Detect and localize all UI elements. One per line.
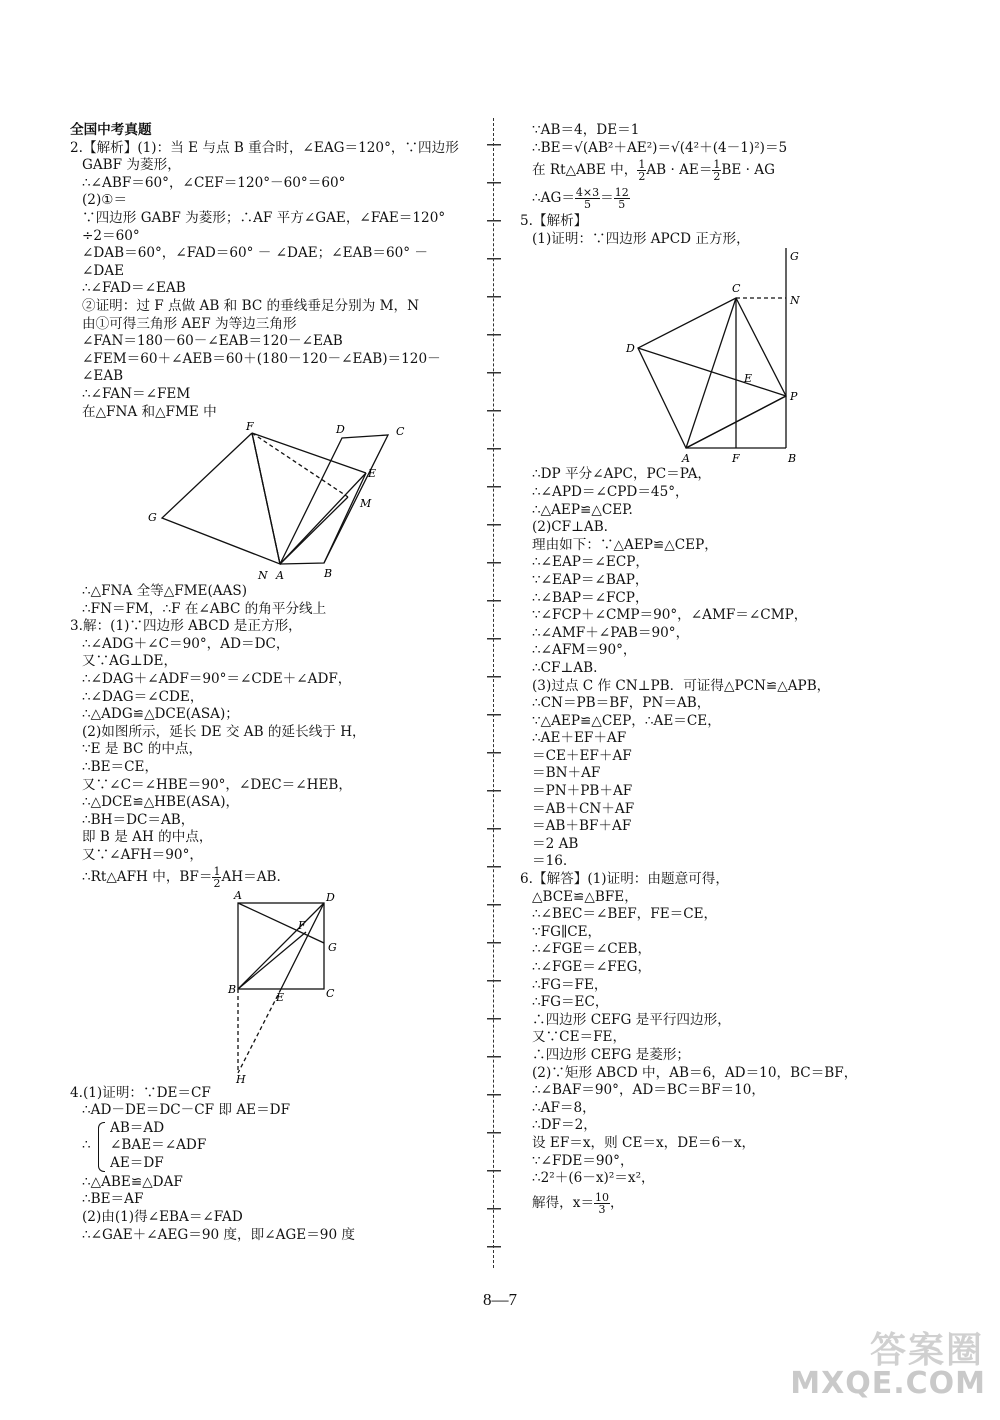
text-line: ∴BE＝√(AB²＋AE²)＝√(4²＋(4－1)²)＝5: [532, 139, 788, 156]
text-segment: BE · AG: [721, 162, 775, 179]
fig-label: H: [236, 1072, 246, 1085]
fraction-line: [520, 183, 930, 213]
text-line: ∴∠FGE＝∠CEB，: [532, 941, 652, 958]
text-line: ∴FG＝FE，: [532, 976, 608, 993]
fraction-denominator: 3: [598, 1202, 606, 1216]
left-column: [70, 122, 482, 1244]
text-line: (2)如图所示，延长 DE 交 AB 的延长线于 H，: [82, 723, 366, 740]
text-segment: ∴Rt△AFH 中，BF＝: [82, 868, 213, 885]
fig-label: D: [336, 423, 345, 437]
section-heading: 全国中考真题: [70, 122, 152, 138]
text-line: ＝PN＋PB＋AF: [532, 783, 633, 800]
fig-label: B: [788, 452, 797, 466]
text-line: 在△FNA 和△FME 中: [82, 403, 217, 420]
fig-label: E: [276, 990, 285, 1004]
text-line: ∴∠BAP＝∠FCP，: [532, 589, 649, 606]
text-line: (3)过点 C 作 CN⊥PB．可证得△PCN≌△APB，: [532, 677, 831, 694]
right-column: [520, 122, 930, 1218]
fig-label: A: [276, 569, 284, 583]
text-line: ∠DAB＝60°，∠FAD＝60° － ∠DAE；∠EAB＝60° －: [82, 245, 429, 262]
text-line: ∵四边形 GABF 为菱形；∴AF 平方∠GAE，∠FAE＝120°: [82, 209, 446, 226]
text-segment: AB · AE＝: [646, 162, 713, 179]
text-line: 又∵AG⊥DE，: [82, 653, 178, 670]
brace-system: [70, 1120, 482, 1174]
text-line: ∠BAE＝∠ADF: [110, 1137, 207, 1154]
watermark-text: MXQE.COM: [790, 1366, 986, 1401]
watermark-logo: [790, 1322, 992, 1412]
fraction-denominator: 5: [584, 198, 592, 212]
fraction: [575, 187, 600, 210]
text-line: 又∵∠AFH＝90°，: [82, 847, 203, 863]
text-line: ＝16.: [532, 853, 568, 870]
text-segment: 在 Rt△ABE 中，: [532, 162, 638, 179]
text-line: ∴BE＝AF: [82, 1191, 144, 1208]
text-line: AE＝DF: [110, 1154, 164, 1171]
text-line: ∴∠BEC＝∠BEF，FE＝CE，: [532, 906, 718, 923]
fraction-numerator: 1: [713, 158, 721, 172]
fraction-numerator: 4×3: [575, 186, 600, 200]
geometry-figure-rhombus: [70, 421, 482, 583]
fig-label: G: [328, 940, 337, 954]
text-line: ∴∠ADG＋∠C＝90°，AD＝DC，: [82, 635, 290, 652]
text-line: (1)证明：∵四边形 APCD 正方形，: [532, 230, 750, 247]
text-line: ∴∠FAD＝∠EAB: [82, 280, 186, 297]
fig-label: E: [368, 467, 377, 481]
fig-label: E: [744, 372, 753, 386]
text-line: ∴△DCE≌△HBE(ASA)，: [82, 794, 240, 811]
text-line: ∵FG∥CE，: [532, 923, 602, 940]
text-line: ∴△AEP≌△CEP.: [532, 501, 633, 518]
text-line: ∴∠FAN＝∠FEM: [82, 385, 191, 402]
text-line: ∴2²＋(6－x)²＝x²，: [532, 1170, 655, 1187]
text-line: 由①可得三角形 AEF 为等边三角形: [82, 315, 297, 332]
fig-label: F: [246, 421, 254, 434]
fig-label: G: [790, 250, 799, 264]
fig-label: C: [396, 425, 405, 439]
text-segment: ＝: [600, 190, 614, 207]
fraction: [594, 1192, 610, 1215]
text-line: ∴AE＋EF＋AF: [532, 730, 627, 747]
fig-label: P: [790, 390, 798, 404]
fig-label: A: [234, 888, 242, 902]
text-segment: ，: [610, 1194, 624, 1211]
fig-label: C: [326, 986, 335, 1000]
fraction-line: [520, 157, 930, 183]
fig-label: D: [626, 342, 635, 356]
fraction-numerator: 1: [638, 158, 646, 172]
text-line: ∵∠FCP＋∠CMP＝90°，∠AMF＝∠CMP，: [532, 607, 808, 624]
text-segment: ∴AG＝: [532, 190, 575, 207]
text-line: ∴DP 平分∠APC，PC＝PA，: [532, 466, 712, 483]
fraction-line: [70, 865, 482, 889]
text-line: ∴∠AFM＝90°，: [532, 642, 637, 659]
text-line: ∴∠DAG＋∠ADF＝90°＝∠CDE＋∠ADF，: [82, 671, 352, 688]
text-line: 即 B 是 AH 的中点，: [82, 829, 213, 846]
text-line: ∴∠FGE＝∠FEG，: [532, 959, 652, 975]
text-line: ∴∠DAG＝∠CDE，: [82, 688, 204, 705]
text-line: 2.【解析】(1)：当 E 与点 B 重合时，∠EAG＝120°，∵四边形: [70, 139, 459, 156]
text-line: 又∵∠C＝∠HBE＝90°，∠DEC＝∠HEB，: [82, 776, 352, 793]
text-line: 又∵CE＝FE，: [532, 1029, 627, 1046]
text-line: 3.解：(1)∵四边形 ABCD 是正方形，: [70, 618, 302, 635]
text-line: ∠FAN＝180－60－∠EAB＝120－∠EAB: [82, 333, 343, 350]
text-line: ∵∠EAP＝∠BAP，: [532, 571, 649, 588]
text-line: ∴DF＝2，: [532, 1117, 597, 1134]
text-segment: ∴: [82, 1136, 91, 1153]
fraction-numerator: 12: [614, 186, 629, 200]
fig-label: F: [298, 918, 306, 932]
fraction-denominator: 2: [213, 876, 221, 889]
geometry-figure-square: [70, 889, 482, 1085]
text-line: ＝AB＋CN＋AF: [532, 800, 635, 817]
divider-ticks: [487, 118, 501, 1268]
text-line: GABF 为菱形，: [82, 157, 181, 174]
fraction-numerator: 1: [213, 864, 221, 878]
text-line: ∴∠ABF＝60°，∠CEF＝120°－60°＝60°: [82, 174, 346, 191]
fig-label: N: [790, 294, 800, 308]
text-line: (2)CF⊥AB.: [532, 519, 609, 536]
fig-label: C: [732, 282, 741, 296]
text-line: ∠FEM＝60＋∠AEB＝60＋(180－120－∠EAB)＝120－: [82, 350, 441, 367]
text-line: ∴CN＝PB＝BF，PN＝AB，: [532, 695, 711, 712]
text-line: ∵AB＝4，DE＝1: [532, 122, 640, 138]
text-line: ＝2 AB: [532, 835, 579, 852]
text-line: ∴∠AMF＋∠PAB＝90°，: [532, 624, 690, 641]
text-line: ∴四边形 CEFG 是平行四边形，: [532, 1011, 731, 1028]
text-line: ∴△ADG≌△DCE(ASA)；: [82, 706, 239, 723]
text-line: ∵E 是 BC 的中点，: [82, 741, 203, 758]
text-line: (2)由(1)得∠EBA＝∠FAD: [82, 1208, 243, 1225]
brace-icon: [98, 1122, 105, 1172]
text-line: 6.【解答】(1)证明：由题意可得，: [520, 871, 729, 888]
text-line: ∴AF＝8，: [532, 1099, 596, 1116]
text-segment: AH＝AB.: [221, 868, 281, 885]
fraction-denominator: 5: [618, 198, 626, 212]
fig-label: A: [682, 452, 690, 466]
text-line: ∴∠APD＝∠CPD＝45°，: [532, 483, 689, 500]
text-line: ∴BH＝DC＝AB，: [82, 811, 195, 828]
fig-label: F: [732, 452, 740, 466]
fig-label: B: [324, 567, 333, 581]
text-line: ＝CE＋EF＋AF: [532, 747, 632, 764]
fig-label: D: [326, 890, 335, 904]
text-line: ∴AD－DE＝DC－CF 即 AE＝DF: [82, 1102, 291, 1119]
fraction-denominator: 2: [638, 170, 646, 184]
text-line: 理由如下：∵△AEP≌△CEP，: [532, 536, 718, 553]
text-line: △BCE≌△BFE，: [532, 888, 638, 905]
text-line: ∵∠FDE＝90°，: [532, 1152, 634, 1169]
text-line: ∴CF⊥AB.: [532, 659, 598, 676]
text-line: ÷2＝60°: [82, 227, 140, 244]
fraction-line: [520, 1188, 930, 1218]
fraction: [614, 187, 630, 210]
text-line: ＝AB＋BF＋AF: [532, 818, 632, 835]
fraction: [637, 159, 646, 182]
fig-label: M: [360, 497, 372, 511]
text-line: ∴∠GAE＋∠AEG＝90 度，即∠AGE＝90 度: [82, 1226, 356, 1243]
text-line: AB＝AD: [110, 1119, 165, 1136]
text-line: ∴△FNA 全等△FME(AAS): [82, 583, 248, 600]
text-line: (2)∵矩形 ABCD 中，AB＝6，AD＝10，BC＝BF，: [532, 1064, 858, 1081]
fraction-denominator: 2: [713, 170, 721, 184]
text-segment: 解得，x＝: [532, 1194, 595, 1211]
text-line: ∴四边形 CEFG 是菱形；: [532, 1046, 691, 1063]
text-line: ∴BE＝CE，: [82, 759, 159, 776]
geometry-figure-square-apcd: [520, 248, 930, 466]
text-line: ②证明：过 F 点做 AB 和 BC 的垂线垂足分别为 M，N: [82, 297, 420, 314]
text-line: ∵△AEP≌△CEP，∴AE＝CE，: [532, 712, 721, 729]
text-line: ∠EAB: [82, 368, 124, 385]
fig-label: N: [258, 569, 268, 583]
text-line: ∴∠EAP＝∠ECP，: [532, 554, 649, 571]
text-line: 设 EF＝x，则 CE＝x，DE＝6－x，: [532, 1134, 756, 1151]
page-number: 8—7: [483, 1290, 517, 1309]
text-line: (2)①＝: [82, 192, 128, 209]
watermark-glyphs: 答案圈: [869, 1330, 984, 1371]
text-line: ∴∠BAF＝90°，AD＝BC＝BF＝10，: [532, 1082, 766, 1099]
text-line: ∴FN＝FM，∴F 在∠ABC 的角平分线上: [82, 600, 327, 617]
text-line: ∴△ABE≌△DAF: [82, 1173, 183, 1190]
text-line: ＝BN＋AF: [532, 765, 601, 782]
section-heading: 5.【解析】: [520, 213, 588, 230]
fig-label: G: [148, 511, 157, 525]
text-line: 4.(1)证明：∵DE＝CF: [70, 1084, 211, 1101]
text-line: ∴FG＝EC，: [532, 994, 609, 1011]
fig-label: B: [228, 982, 237, 996]
fraction-numerator: 10: [595, 1190, 610, 1204]
text-line: ∠DAE: [82, 262, 125, 279]
